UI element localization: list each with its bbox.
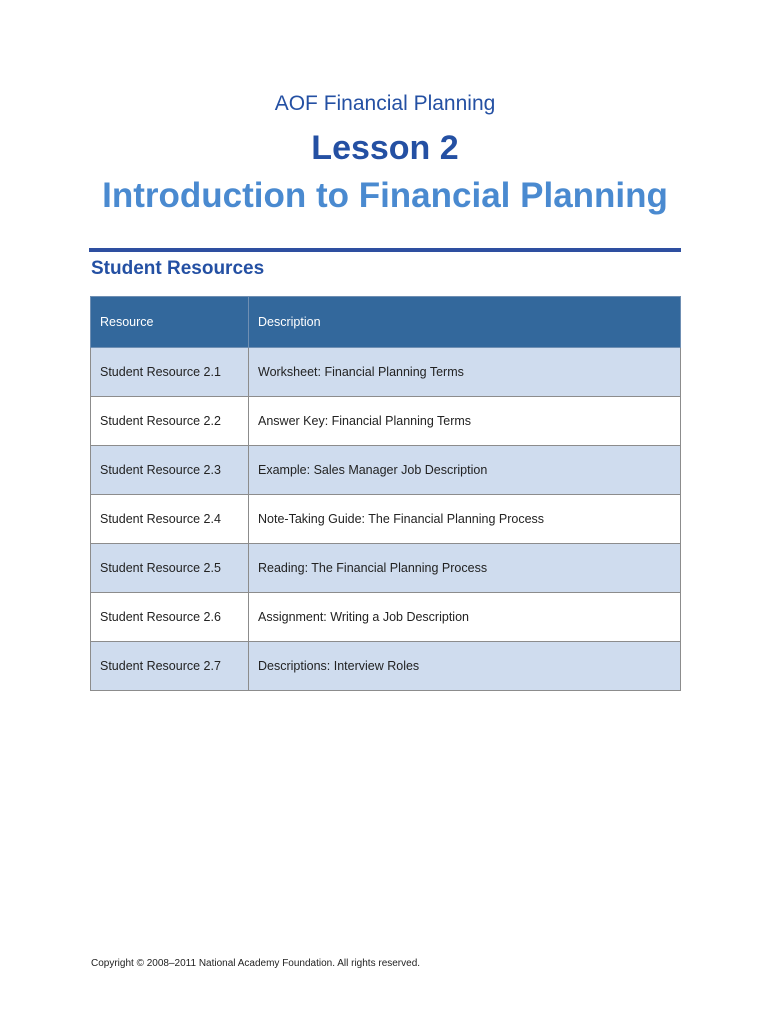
resource-cell: Student Resource 2.4 xyxy=(91,495,249,544)
description-cell: Note-Taking Guide: The Financial Planning Process xyxy=(249,495,681,544)
course-title: AOF Financial Planning xyxy=(274,92,496,115)
section-heading: Student Resources xyxy=(91,258,265,279)
resource-cell: Student Resource 2.2 xyxy=(91,397,249,446)
table-row xyxy=(91,446,681,495)
resource-cell: Student Resource 2.6 xyxy=(91,593,249,642)
description-cell: Descriptions: Interview Roles xyxy=(249,642,681,691)
resource-cell: Student Resource 2.5 xyxy=(91,544,249,593)
lesson-number: Lesson 2 xyxy=(311,129,459,167)
resources-table xyxy=(90,296,681,691)
description-cell: Worksheet: Financial Planning Terms xyxy=(249,348,681,397)
table-row xyxy=(91,593,681,642)
resource-cell: Student Resource 2.3 xyxy=(91,446,249,495)
description-cell: Assignment: Writing a Job Description xyxy=(249,593,681,642)
table-row xyxy=(91,348,681,397)
column-header-resource: Resource xyxy=(91,297,249,348)
section-divider xyxy=(89,248,681,252)
column-header-description: Description xyxy=(249,297,681,348)
table-row xyxy=(91,642,681,691)
description-cell: Reading: The Financial Planning Process xyxy=(249,544,681,593)
description-cell: Answer Key: Financial Planning Terms xyxy=(249,397,681,446)
table-row xyxy=(91,397,681,446)
table-row xyxy=(91,544,681,593)
lesson-title: Introduction to Financial Planning xyxy=(102,176,668,215)
copyright-footer: Copyright © 2008–2011 National Academy Foundation. All rights reserved. xyxy=(91,958,421,969)
table-header-row xyxy=(91,297,681,348)
resource-cell: Student Resource 2.7 xyxy=(91,642,249,691)
resource-cell: Student Resource 2.1 xyxy=(91,348,249,397)
description-cell: Example: Sales Manager Job Description xyxy=(249,446,681,495)
table-row xyxy=(91,495,681,544)
